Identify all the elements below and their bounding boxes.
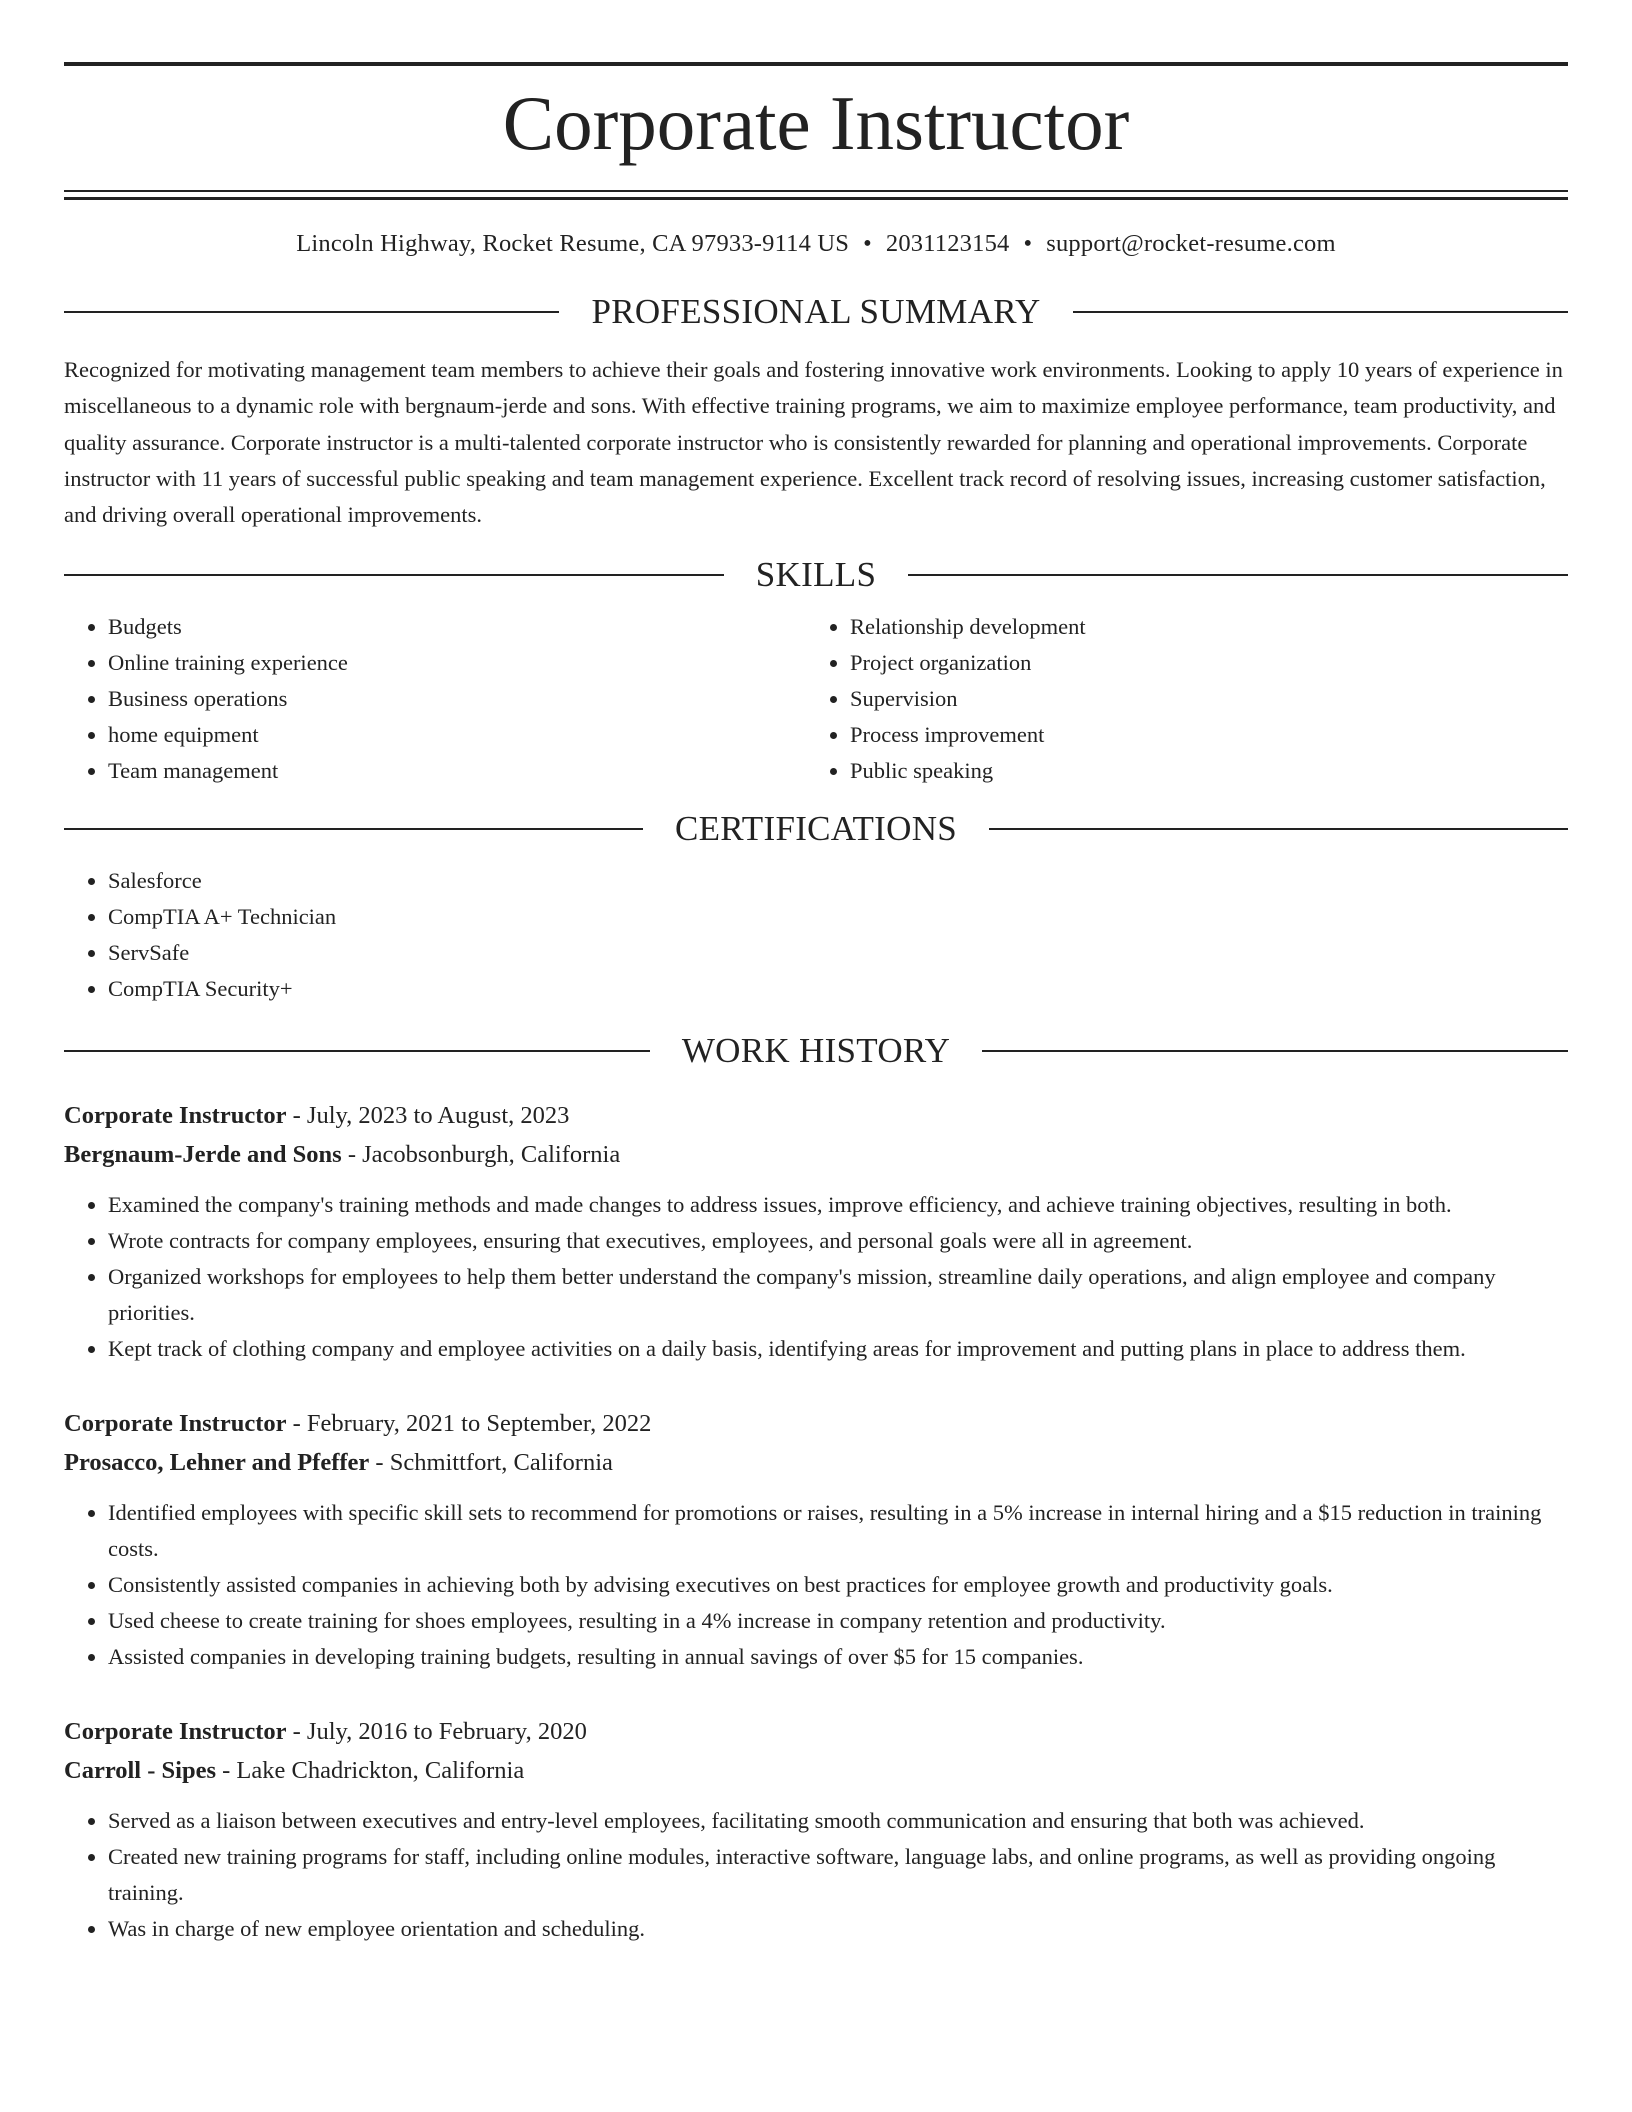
skill-item: • home equipment xyxy=(108,717,806,753)
job-bullet: • Served as a liaison between executives and entry-level employees, facilitating smooth communication and ensuring that both was achieved. xyxy=(108,1803,1568,1839)
job-bullet: • Created new training programs for staff, including online modules, interactive software, language labs, and online programs, as well as providing ongoing training. xyxy=(108,1839,1568,1911)
skills-columns xyxy=(64,609,1568,789)
heading-rule-left xyxy=(64,828,643,830)
job-bullet: • Was in charge of new employee orientation and scheduling. xyxy=(108,1911,1568,1947)
skill-item: • Online training experience xyxy=(108,645,806,681)
job-bullet: • Kept track of clothing company and employee activities on a daily basis, identifying areas for improvement and putting plans in place to address them. xyxy=(108,1331,1568,1367)
job-title-line xyxy=(64,1405,1568,1444)
skills-heading-label: SKILLS xyxy=(755,555,877,595)
job-entry xyxy=(64,1097,1568,1367)
summary-section-heading xyxy=(64,292,1568,332)
job-company-line xyxy=(64,1752,1568,1791)
job-bullet: • Identified employees with specific skill sets to recommend for promotions or raises, resulting in a 5% increase in internal hiring and a $15 reduction in training costs. xyxy=(108,1495,1568,1567)
job-entry xyxy=(64,1405,1568,1675)
job-bullets xyxy=(64,1495,1568,1675)
certification-item: • Salesforce xyxy=(108,863,1568,899)
heading-rule-right xyxy=(982,1050,1568,1052)
skill-item: • Team management xyxy=(108,753,806,789)
work-history-list xyxy=(64,1097,1568,1947)
skill-item: • Relationship development xyxy=(850,609,1548,645)
skills-left-column xyxy=(64,609,806,789)
contact-line xyxy=(64,230,1568,258)
job-title-line xyxy=(64,1097,1568,1136)
contact-email: support@rocket-resume.com xyxy=(1046,230,1336,257)
contact-separator: • xyxy=(1023,230,1033,257)
job-bullets xyxy=(64,1187,1568,1367)
certification-item: • CompTIA Security+ xyxy=(108,971,1568,1007)
contact-separator: • xyxy=(863,230,872,257)
job-bullet: • Examined the company's training methods and made changes to address issues, improve efficiency, and achieve training objectives, resulting in both. xyxy=(108,1187,1568,1223)
job-company-line xyxy=(64,1136,1568,1175)
skills-right-column xyxy=(806,609,1548,789)
job-dates: - July, 2016 to February, 2020 xyxy=(286,1718,587,1746)
job-bullet: • Consistently assisted companies in achieving both by advising executives on best practices for employee growth and productivity goals. xyxy=(108,1567,1568,1603)
certifications-section-heading xyxy=(64,809,1568,849)
job-dates: - July, 2023 to August, 2023 xyxy=(286,1102,570,1130)
job-title: Corporate Instructor xyxy=(64,1102,287,1130)
job-title: Corporate Instructor xyxy=(64,1410,287,1438)
heading-rule-right xyxy=(1073,311,1568,313)
skill-item: • Supervision xyxy=(850,681,1548,717)
skill-item: • Public speaking xyxy=(850,753,1548,789)
job-bullet: • Wrote contracts for company employees, ensuring that executives, employees, and personal goals were all in agreement. xyxy=(108,1223,1568,1259)
job-location: - Jacobsonburgh, California xyxy=(341,1140,621,1168)
summary-heading-label: PROFESSIONAL SUMMARY xyxy=(591,292,1041,331)
heading-rule-left xyxy=(64,1050,650,1052)
job-company: Carroll - Sipes xyxy=(64,1756,216,1784)
job-company: Bergnaum-Jerde and Sons xyxy=(64,1140,342,1168)
job-bullets xyxy=(64,1803,1568,1947)
job-dates: - February, 2021 to September, 2022 xyxy=(286,1410,652,1438)
skills-section-heading xyxy=(64,555,1568,595)
certification-item: • ServSafe xyxy=(108,935,1568,971)
job-title: Corporate Instructor xyxy=(64,1718,287,1746)
heading-rule-left xyxy=(64,574,724,576)
skill-item: • Project organization xyxy=(850,645,1548,681)
contact-address: Lincoln Highway, Rocket Resume, CA 97933-9114 US xyxy=(296,230,850,257)
skill-item: • Process improvement xyxy=(850,717,1548,753)
skill-item: • Budgets xyxy=(108,609,806,645)
skill-item: • Business operations xyxy=(108,681,806,717)
certification-item: • CompTIA A+ Technician xyxy=(108,899,1568,935)
summary-text: Recognized for motivating management team members to achieve their goals and fostering innovative work environments. Looking to apply 10 years of experience in miscellaneous to a dynamic role with bergnaum-jerde and sons. With effective training programs, we aim to maximize employee performance, team productivity, and quality assurance. Corporate instructor is a multi-talented corporate instructor who is consistently rewarded for planning and operational improvements. Corporate instructor with 11 years of successful public speaking and team management experience. Excellent track record of resolving issues, increasing customer satisfaction, and driving overall operational improvements. xyxy=(64,357,1563,528)
certifications-list xyxy=(64,863,1568,1007)
work-history-section-heading xyxy=(64,1031,1568,1071)
job-location: - Schmittfort, California xyxy=(369,1448,613,1476)
title-double-rule xyxy=(64,190,1568,200)
job-bullet: • Used cheese to create training for shoes employees, resulting in a 4% increase in company retention and productivity. xyxy=(108,1603,1568,1639)
job-bullet: • Organized workshops for employees to help them better understand the company's mission, streamline daily operations, and align employee and company priorities. xyxy=(108,1259,1568,1331)
heading-rule-right xyxy=(908,574,1568,576)
contact-phone: 2031123154 xyxy=(885,230,1010,257)
certifications-heading-label: CERTIFICATIONS xyxy=(674,809,958,849)
heading-rule-right xyxy=(989,828,1568,830)
job-location: - Lake Chadrickton, California xyxy=(216,1756,525,1784)
job-bullet: • Assisted companies in developing training budgets, resulting in annual savings of over $5 for 15 companies. xyxy=(108,1639,1568,1675)
work-history-heading-label: WORK HISTORY xyxy=(681,1031,951,1071)
resume-title: Corporate Instructor xyxy=(502,80,1130,166)
job-company: Prosacco, Lehner and Pfeffer xyxy=(64,1448,370,1476)
job-entry xyxy=(64,1713,1568,1947)
job-company-line xyxy=(64,1444,1568,1483)
job-title-line xyxy=(64,1713,1568,1752)
heading-rule-left xyxy=(64,311,559,313)
